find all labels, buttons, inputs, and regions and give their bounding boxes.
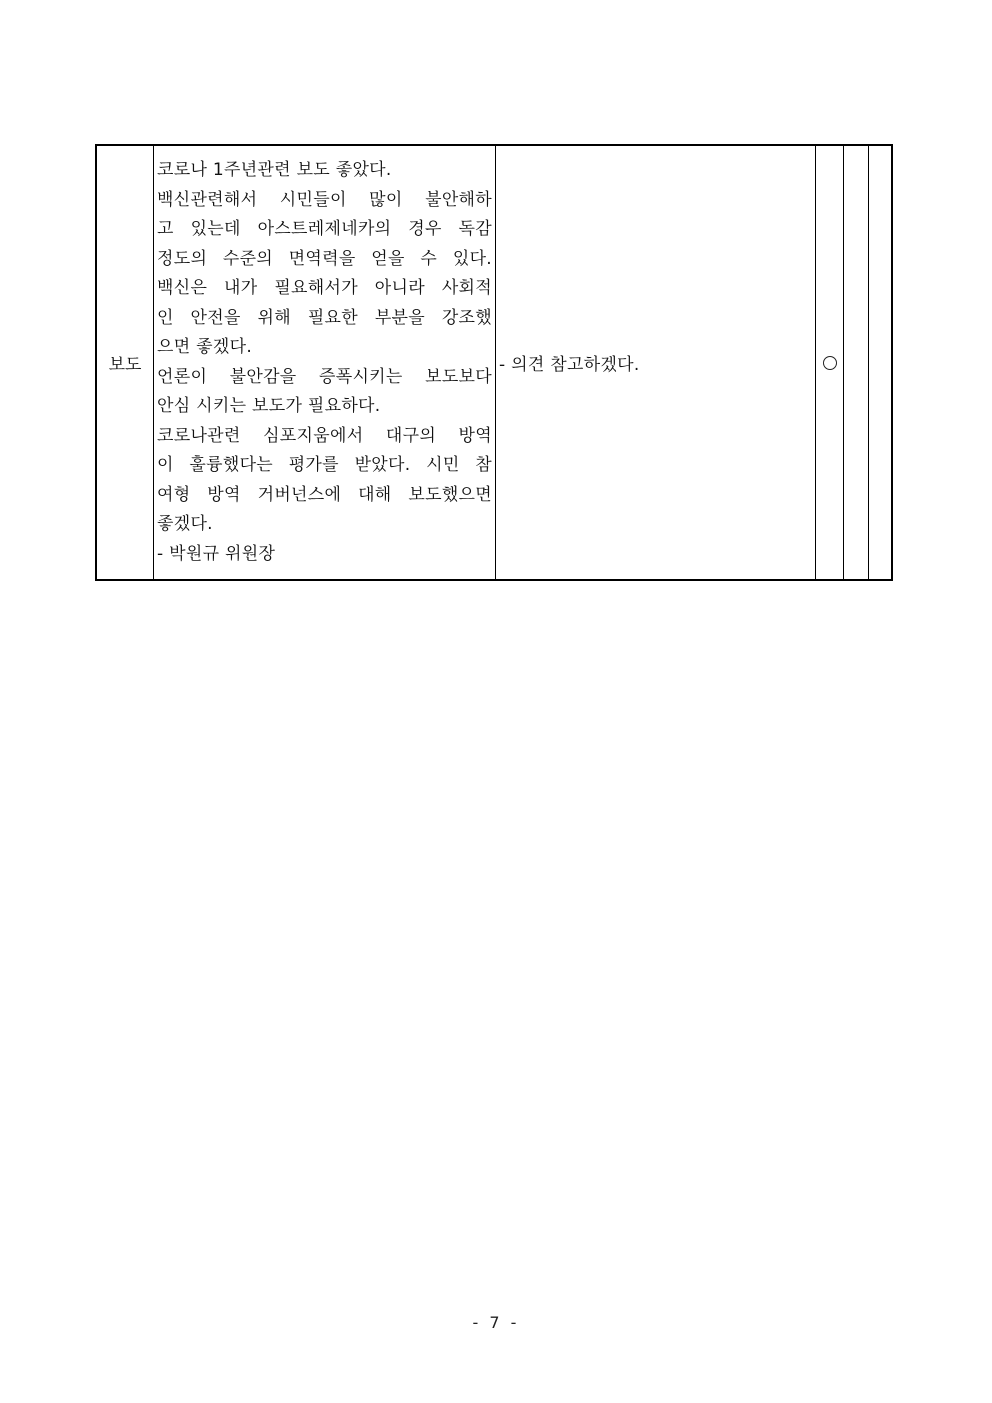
opinion-line: 이 훌륭했다는 평가를 받았다. 시민 참 [157, 455, 492, 475]
opinion-line: 정도의 수준의 면역력을 얻을 수 있다. [157, 248, 492, 269]
category-cell: 보도 [96, 145, 154, 580]
opinion-line: 인 안전을 위해 필요한 부분을 강조했 [157, 307, 492, 328]
circle-icon [823, 356, 837, 370]
opinion-line: 으면 좋겠다. [157, 337, 253, 357]
opinion-line: 여형 방역 거버넌스에 대해 보도했으면 [157, 484, 492, 505]
table-row [96, 145, 892, 580]
minutes-table [95, 144, 893, 581]
opinion-cell [154, 145, 496, 580]
opinion-line: 코로나 1주년관련 보도 좋았다. [157, 160, 392, 180]
opinion-line: 좋겠다. [157, 514, 213, 534]
mark-cell-2 [844, 145, 869, 580]
opinion-line: - 박원규 위원장 [157, 543, 276, 564]
opinion-line: 안심 시키는 보도가 필요하다. [157, 396, 381, 416]
mark-cell-3 [869, 145, 893, 580]
page-number: - 7 - [472, 1313, 520, 1332]
opinion-line: 언론이 불안감을 증폭시키는 보도보다 [157, 366, 492, 387]
mark-cell-accepted [816, 145, 844, 580]
opinion-line: 백신은 내가 필요해서가 아니라 사회적 [157, 278, 492, 298]
opinion-line: 코로나관련 심포지움에서 대구의 방역 [157, 425, 492, 446]
response-cell: - 의견 참고하겠다. [496, 145, 816, 580]
opinion-line: 백신관련해서 시민들이 많이 불안해하 [157, 189, 492, 210]
opinion-line: 고 있는데 아스트레제네카의 경우 독감 [157, 219, 492, 239]
